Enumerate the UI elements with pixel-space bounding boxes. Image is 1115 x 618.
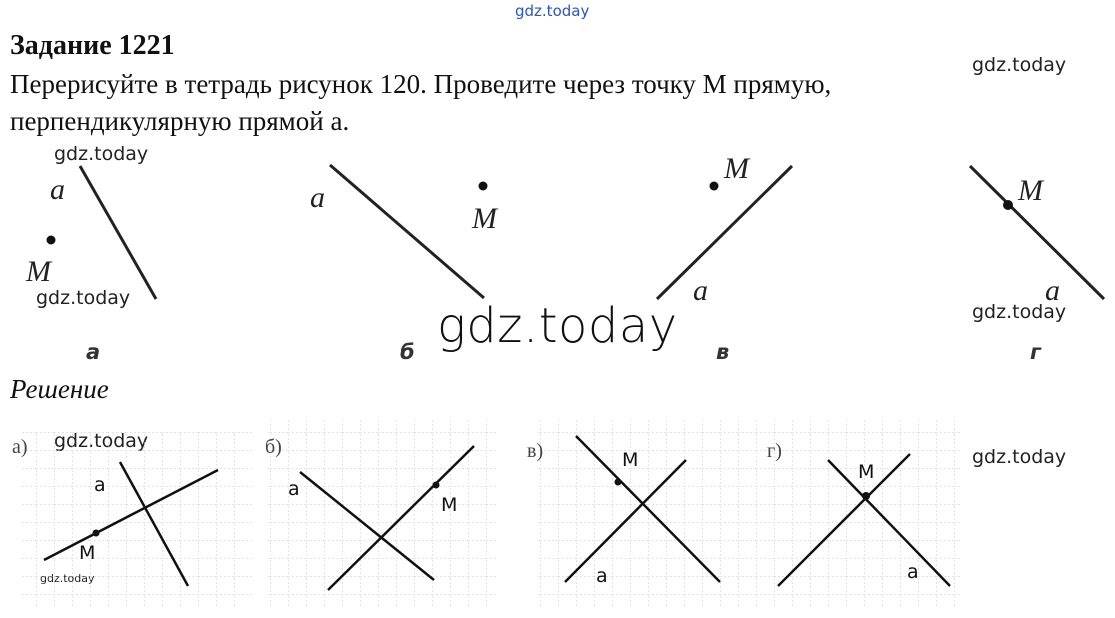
solution-label-a: a bbox=[288, 478, 300, 500]
solution-label-m: M bbox=[79, 542, 96, 564]
label-a: a bbox=[310, 181, 325, 214]
task-text-line: перпендикулярную прямой а. bbox=[10, 106, 350, 136]
solution-point-m bbox=[433, 482, 440, 489]
label-a: a bbox=[1045, 274, 1060, 307]
solution-label-m: M bbox=[441, 494, 458, 516]
solution-title: Решение bbox=[10, 374, 109, 404]
grid-panel-g bbox=[762, 420, 962, 608]
task-title: Задание 1221 bbox=[10, 30, 175, 61]
panel-label: в) bbox=[527, 440, 544, 462]
solution-label-a: a bbox=[596, 565, 608, 587]
grid-panel-a bbox=[22, 430, 252, 608]
label-m: M bbox=[472, 202, 497, 235]
label-m: M bbox=[1018, 174, 1043, 207]
label-a: a bbox=[50, 173, 65, 206]
watermark: gdz.today bbox=[972, 301, 1067, 323]
solution-point-m bbox=[93, 530, 100, 537]
figure-caption: а bbox=[86, 340, 101, 364]
watermark-top: gdz.today bbox=[515, 2, 590, 20]
solution-label-a: a bbox=[907, 561, 919, 583]
solution-point-m bbox=[862, 492, 870, 500]
label-m: M bbox=[26, 255, 51, 288]
watermark: gdz.today bbox=[54, 143, 149, 165]
figure-caption: б bbox=[400, 340, 415, 364]
label-m: M bbox=[724, 152, 749, 185]
grid-panel-v bbox=[537, 420, 762, 608]
solution-point-m bbox=[615, 479, 622, 486]
task-text-line: Перерисуйте в тетрадь рисунок 120. Проведите через точку М прямую, bbox=[10, 69, 832, 99]
watermark: gdz.today bbox=[36, 287, 131, 309]
panel-label: а) bbox=[12, 436, 28, 458]
watermark: gdz.today bbox=[972, 54, 1067, 76]
figure-caption: г bbox=[1030, 340, 1041, 364]
solution-label-a: a bbox=[94, 474, 106, 496]
solution-label-m: M bbox=[858, 461, 875, 483]
watermark-large: gdz.today bbox=[437, 298, 678, 354]
panel-label: г) bbox=[767, 440, 782, 462]
solution-label-m: M bbox=[622, 449, 639, 471]
grid-panel-b bbox=[268, 418, 498, 608]
label-a: a bbox=[693, 274, 708, 307]
figure-caption: в bbox=[716, 340, 730, 364]
watermark: gdz.today bbox=[972, 446, 1067, 468]
panel-label: б) bbox=[265, 436, 282, 458]
